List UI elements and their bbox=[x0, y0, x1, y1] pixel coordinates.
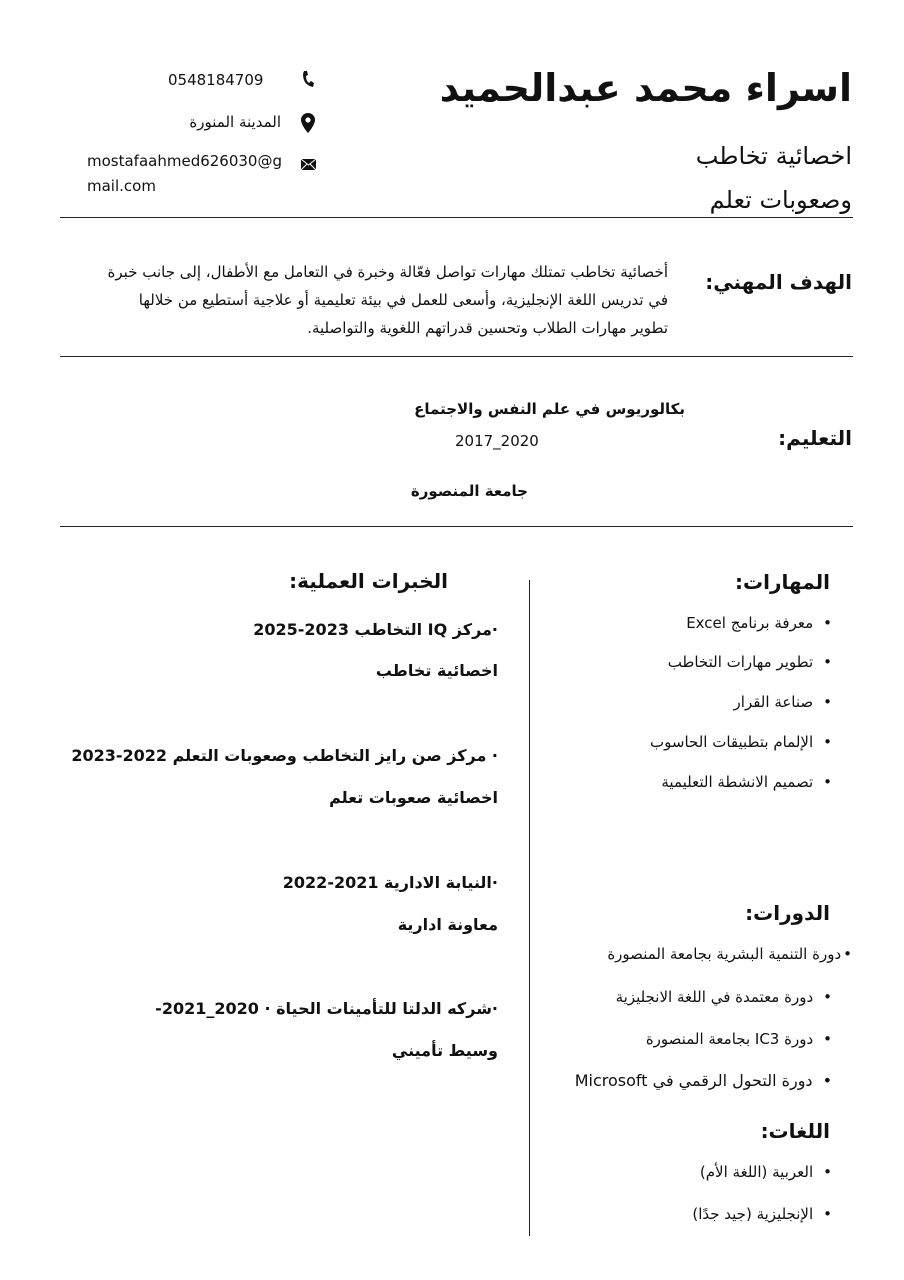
phone-number: 0548184709 bbox=[168, 71, 264, 89]
skill-item: •معرفة برنامج Excel bbox=[686, 614, 832, 632]
experience-role: معاونة ادارية bbox=[397, 915, 498, 934]
divider bbox=[60, 356, 853, 357]
language-item: •العربية (اللغة الأم) bbox=[699, 1163, 832, 1181]
divider bbox=[60, 526, 853, 527]
phone-icon bbox=[301, 70, 315, 92]
skills-heading: المهارات: bbox=[735, 570, 830, 594]
course-item: •دورة التنمية البشرية بجامعة المنصورة bbox=[607, 945, 852, 963]
experience-role: وسيط تأميني bbox=[391, 1041, 498, 1060]
education-degree: بكالوريوس في علم النفس والاجتماع bbox=[414, 400, 685, 418]
experience-place: ·مركز IQ التخاطب 2023-2025 bbox=[253, 620, 498, 639]
education-university: جامعة المنصورة bbox=[410, 482, 528, 500]
skill-item: •تصميم الانشطة التعليمية bbox=[661, 773, 832, 791]
map-pin-icon bbox=[301, 113, 315, 137]
divider bbox=[60, 217, 853, 218]
skill-item: •تطوير مهارات التخاطب bbox=[667, 653, 832, 671]
experience-place: · مركز صن رايز التخاطب وصعوبات التعلم 2022-2023 bbox=[71, 746, 498, 765]
experience-place: ·شركه الدلتا للتأمينات الحياة · 2020_2021- bbox=[155, 999, 498, 1018]
email-line2: mail.com bbox=[87, 177, 156, 195]
courses-heading: الدورات: bbox=[745, 901, 830, 925]
location-text: المدينة المنورة bbox=[189, 113, 281, 131]
job-title-line1: اخصائية تخاطب bbox=[695, 142, 852, 170]
email-line1: mostafaahmed626030@g bbox=[87, 152, 282, 170]
skill-item: •صناعة القرار bbox=[733, 693, 832, 711]
experience-place: ·النيابة الادارية 2021-2022 bbox=[282, 873, 498, 892]
envelope-icon bbox=[301, 156, 316, 174]
experience-role: اخصائية صعوبات تعلم bbox=[329, 788, 498, 807]
candidate-name: اسراء محمد عبدالحميد bbox=[439, 66, 852, 110]
course-item: •دورة معتمدة في اللغة الانجليزية bbox=[615, 988, 832, 1006]
education-years: 2017_2020 bbox=[455, 432, 539, 450]
objective-text: أخصائية تخاطب تمتلك مهارات تواصل فعّالة وخبرة في التعامل مع الأطفال، إلى جانب خبرة في تدريس اللغة الإنجليزية، وأسعى للعمل في بيئة تعليمية أو علاجية أستطيع من خلالها تطوير مهارات الطلاب وتحسين قدراتهم اللغوية والتواصلية. bbox=[107, 263, 668, 337]
column-divider bbox=[529, 580, 530, 1236]
objective-heading: الهدف المهني: bbox=[705, 270, 852, 294]
job-title-line2: وصعوبات تعلم bbox=[709, 186, 852, 214]
course-item: •دورة IC3 بجامعة المنصورة bbox=[645, 1030, 832, 1048]
education-heading: التعليم: bbox=[778, 426, 852, 450]
language-item: •الإنجليزية (جيد جدًا) bbox=[692, 1205, 832, 1223]
skill-item: •الإلمام بتطبيقات الحاسوب bbox=[650, 733, 832, 751]
languages-heading: اللغات: bbox=[760, 1119, 830, 1143]
course-item: •دورة التحول الرقمي في Microsoft bbox=[574, 1071, 832, 1090]
experience-heading: الخبرات العملية: bbox=[289, 569, 448, 593]
experience-role: اخصائية تخاطب bbox=[375, 661, 498, 680]
